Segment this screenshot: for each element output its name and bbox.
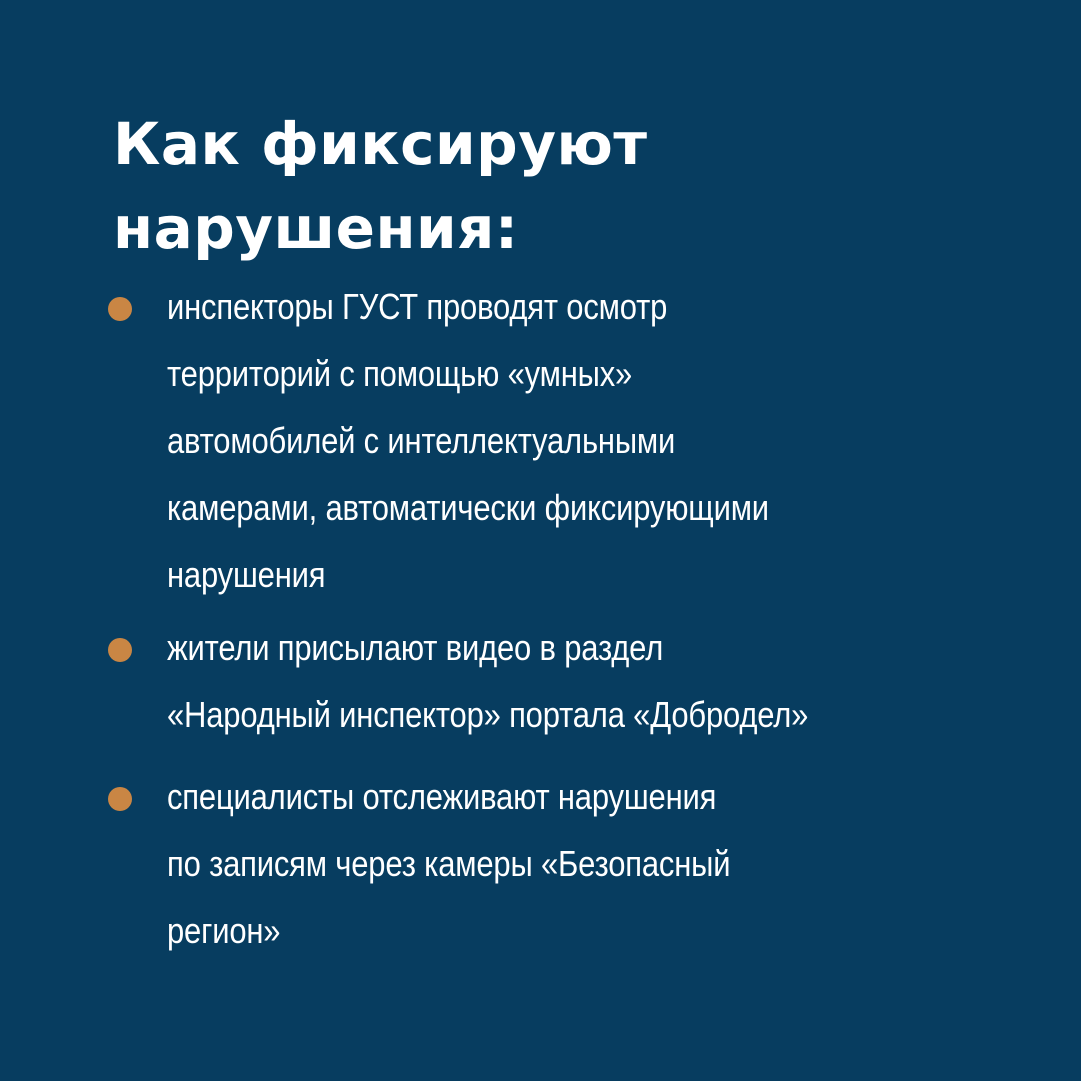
bullet-dot-icon xyxy=(108,297,132,321)
list-item-line: по записям через камеры «Безопасный xyxy=(167,843,731,884)
bullet-dot-icon xyxy=(108,787,132,811)
list-item-line: регион» xyxy=(167,910,281,951)
list-item-line: жители присылают видео в раздел xyxy=(167,627,664,668)
title-line-1: Как фиксируют xyxy=(113,110,648,178)
list-item-text xyxy=(167,273,1047,608)
list-item-text xyxy=(167,763,1047,964)
list-item-line: «Народный инспектор» портала «Добродел» xyxy=(167,694,809,735)
list-item-line: инспекторы ГУСТ проводят осмотр xyxy=(167,286,668,327)
title-line-2: нарушения: xyxy=(113,194,519,262)
list-item-line: специалисты отслеживают нарушения xyxy=(167,776,717,817)
list-item-line: камерами, автоматически фиксирующими xyxy=(167,487,769,528)
list-item-line: нарушения xyxy=(167,554,326,595)
list-item-text xyxy=(167,614,1047,748)
list-item-line: территорий с помощью «умных» xyxy=(167,353,633,394)
list-item-line: автомобилей с интеллектуальными xyxy=(167,420,676,461)
bullet-dot-icon xyxy=(108,638,132,662)
